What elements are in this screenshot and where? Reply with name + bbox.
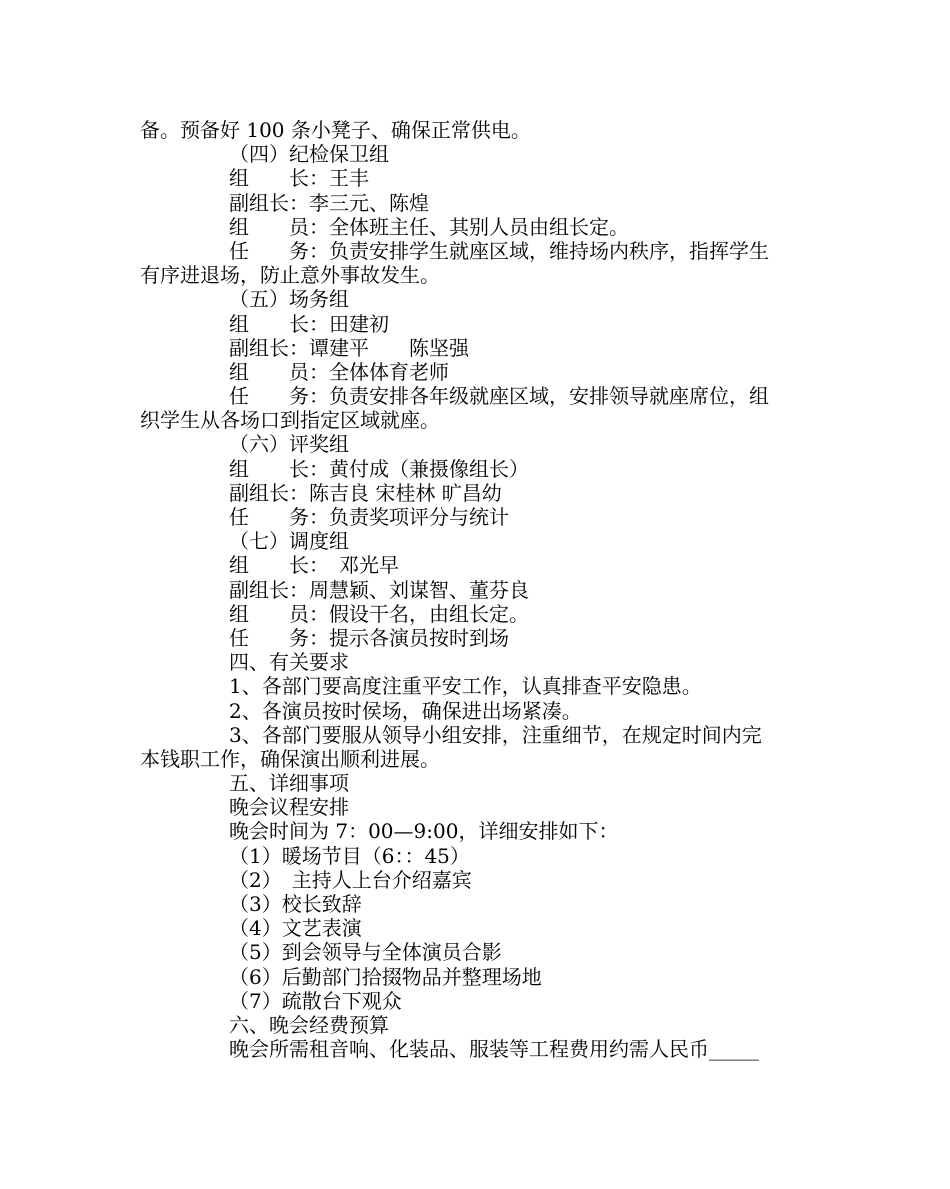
text-line: 副组长：谭建平 陈坚强 <box>229 335 469 360</box>
list-item: （3）校长致辞 <box>229 892 362 916</box>
section-heading: （四）纪检保卫组 <box>229 142 389 167</box>
text-line: 组 长：黄付成（兼摄像组长） <box>229 456 529 481</box>
section-heading: （七）调度组 <box>229 529 349 554</box>
text-line: 3、各部门要服从领导小组安排，注重细节，在规定时间内完 <box>229 722 762 747</box>
text-line: 任 务：负责安排学生就座区域，维持场内秩序，指挥学生 <box>229 238 769 263</box>
text-line: 晚会所需租音响、化装品、服装等工程费用约需人民币_____ <box>229 1037 759 1062</box>
text-line: 1、各部门要高度注重平安工作，认真排查平安隐患。 <box>229 674 702 699</box>
list-item: （5）到会领导与全体演员合影 <box>229 940 502 965</box>
section-heading: 六、晚会经费预算 <box>229 1012 389 1037</box>
list-item: （6）后勤部门拾掇物品并整理场地 <box>229 964 542 989</box>
section-heading: （五）场务组 <box>229 287 349 312</box>
text-line: 组 长：田建初 <box>229 311 389 336</box>
section-heading: （六）评奖组 <box>229 432 349 457</box>
text-line: 晚会议程安排 <box>229 795 349 820</box>
section-heading: 四、有关要求 <box>229 650 349 675</box>
text-line: 本钱职工作，确保演出顺利进展。 <box>140 746 440 771</box>
text-line: 有序进退场，防止意外事故发生。 <box>140 263 440 288</box>
text-line: 副组长：周慧颖、刘谋智、董芬良 <box>229 577 529 602</box>
text-line: 任 务：提示各演员按时到场 <box>229 625 509 650</box>
text-line: 组 长： 邓光早 <box>229 553 399 578</box>
text-line: 任 务：负责安排各年级就座区域，安排领导就座席位，组 <box>229 384 769 409</box>
list-item: （1）暖场节目（6：：45） <box>229 843 470 868</box>
section-heading: 五、详细事项 <box>229 771 349 796</box>
text-line: 任 务：负责奖项评分与统计 <box>229 505 509 529</box>
list-item: （7）疏散台下观众 <box>229 988 402 1013</box>
text-line: 备。预备好 100 条小凳子、确保正常供电。 <box>140 118 531 142</box>
text-line: 2、各演员按时侯场，确保进出场紧凑。 <box>229 698 582 723</box>
text-line: 组 员：全体班主任、其别人员由组长定。 <box>229 214 629 239</box>
text-line: 副组长：陈吉良 宋桂林 旷昌幼 <box>229 480 502 505</box>
text-line: 组 员：全体体育老师 <box>229 359 449 384</box>
text-line: 晚会时间为 7：00—9:00，详细安排如下： <box>229 819 619 844</box>
text-line: 织学生从各场口到指定区域就座。 <box>140 408 440 433</box>
text-line: 副组长：李三元、陈煌 <box>229 190 429 215</box>
document-body <box>140 118 812 1061</box>
list-item: （4）文艺表演 <box>229 916 362 941</box>
list-item: （2） 主持人上台介绍嘉宾 <box>229 867 472 892</box>
text-line: 组 长：王丰 <box>229 166 369 191</box>
text-line: 组 员：假设干名，由组长定。 <box>229 601 529 626</box>
